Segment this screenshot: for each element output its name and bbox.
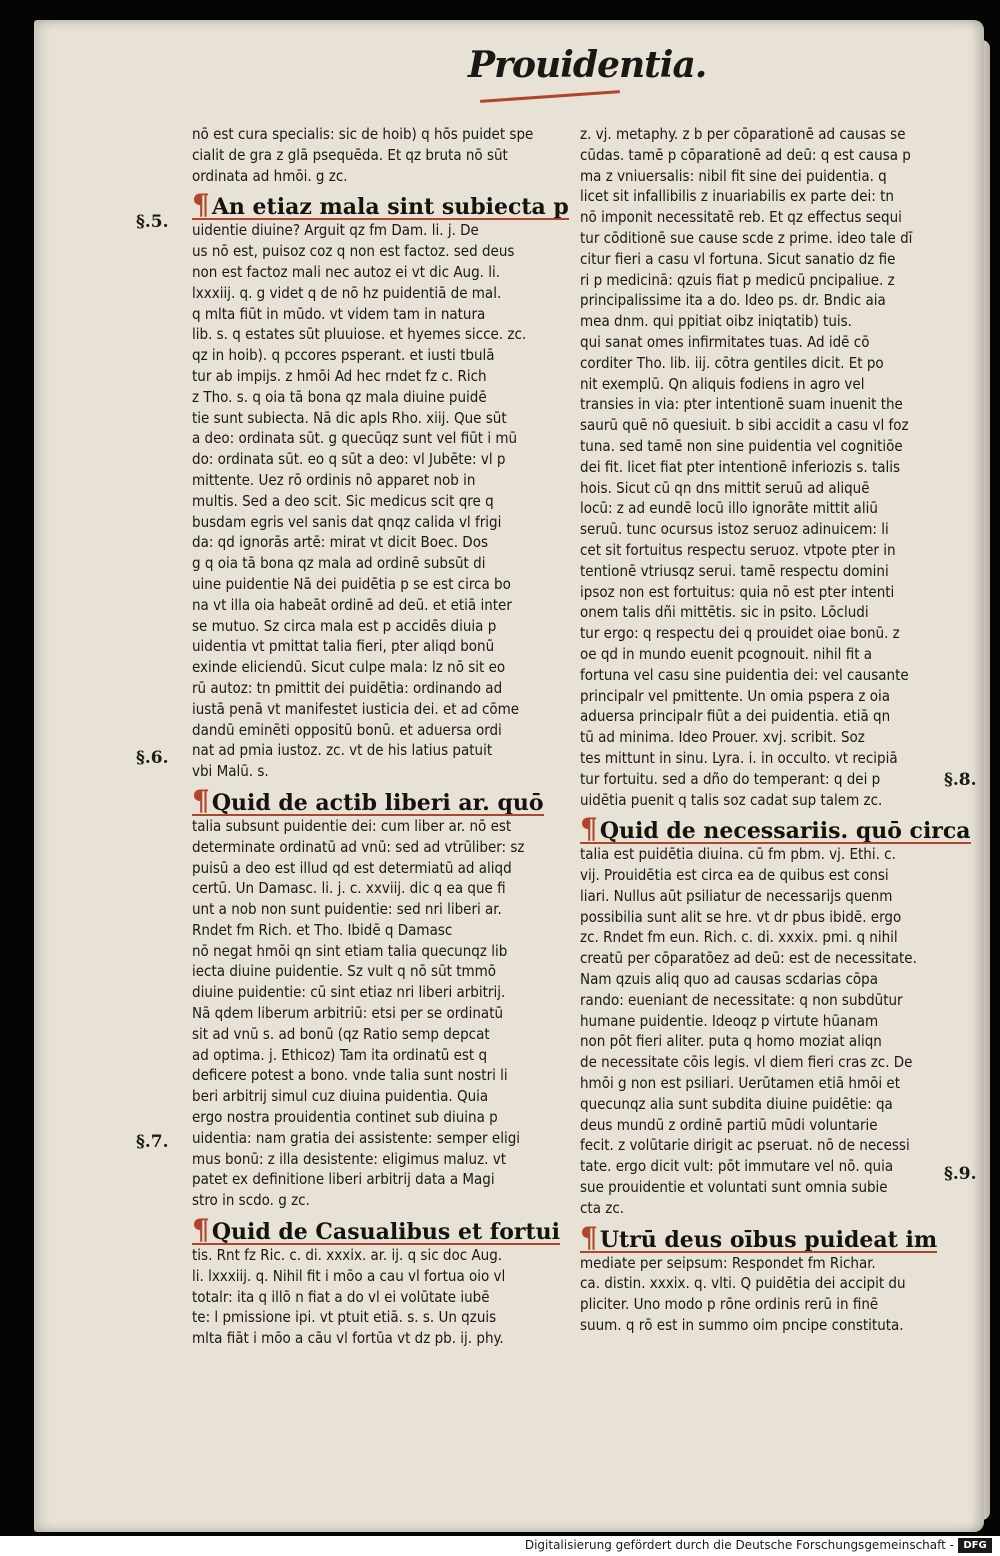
text-line: uidētia puenit q talis soz cadat sup talem zc. bbox=[580, 790, 883, 809]
text-line: ergo nostra prouidentia continet sub diuina p bbox=[192, 1108, 498, 1127]
right-column bbox=[580, 124, 971, 1336]
text-line: cet sit fortuitus respectu seruoz. vtpote pter in bbox=[580, 540, 896, 559]
text-line: iustā penā vt manifestet iusticia dei. et ad cōme bbox=[192, 699, 520, 718]
text-line: nō negat hmōi qn sint etiam talia quecunqz lib bbox=[192, 941, 508, 960]
text-line: multis. Sed a deo scit. Sic medicus scit qre q bbox=[192, 491, 494, 510]
text-line: non pōt fieri aliter. puta q homo moziat aliqn bbox=[580, 1032, 882, 1051]
text-line: licet sit infallibilis z inuariabilis ex parte dei: tn bbox=[580, 187, 894, 206]
text-line: nō est cura specialis: sic de hoib) q hōs puidet spe bbox=[192, 125, 534, 143]
text-line: fecit. z volūtarie dirigit ac pseruat. nō de necessi bbox=[580, 1136, 910, 1155]
text-line: non est factoz mali nec autoz ei vt dic Aug. li. bbox=[192, 262, 501, 281]
text-line: determinate ordinatū ad vnū: sed ad vtrūliber: sz bbox=[192, 837, 525, 856]
text-line: locū: z ad eundē locū illo ignorāte mittit aliū bbox=[580, 499, 878, 518]
text-line: rando: eueniant de necessitate: q non subdūtur bbox=[580, 990, 903, 1009]
text-line: saurū quē nō quesiuit. b sibi accidit a casu vl foz bbox=[580, 416, 909, 435]
dfg-logo: DFG bbox=[958, 1538, 992, 1553]
text-line: li. lxxxiij. q. Nihil fit i mōo a cau vl fortua oio vl bbox=[192, 1266, 506, 1285]
text-line: certū. Un Damasc. li. j. c. xxviij. dic q ea que fi bbox=[192, 879, 506, 898]
paragraph-mark-icon: ¶ bbox=[192, 1217, 210, 1246]
text-line: ma z vniuersalis: nibil fit sine dei puidentia. q bbox=[580, 166, 887, 185]
text-line: Rndet fm Rich. et Tho. Ibidē q Damasc bbox=[192, 920, 453, 939]
text-line: quecunqz alia sunt subdita diuine puidētie: qa bbox=[580, 1094, 893, 1113]
text-line: g q oia tā bona qz mala ad ordinē subsūt di bbox=[192, 554, 486, 573]
text-line: citur fieri a casu vl fortuna. Sicut sanatio dz fie bbox=[580, 249, 896, 268]
text-line: cialit de gra z glā psequēda. Et qz bruta nō sūt bbox=[192, 145, 508, 164]
text-line: sit ad vnū s. ad bonū (qz Ratio semp depcat bbox=[192, 1024, 490, 1043]
text-line: uidentia vt pmittat talia fieri, pter aliqd bonū bbox=[192, 637, 495, 656]
margin-marker: §.5. bbox=[136, 212, 169, 232]
section-heading bbox=[192, 192, 569, 220]
text-line: mediate per seipsum: Respondet fm Richar. bbox=[580, 1253, 876, 1272]
text-line: tur ab impijs. z hmōi Ad hec rndet fz c. Rich bbox=[192, 366, 487, 385]
text-line: iecta diuine puidentie. Sz vult q nō sūt tmmō bbox=[192, 962, 497, 981]
text-line: deficere potest a bono. vnde talia sunt nostri li bbox=[192, 1066, 508, 1085]
section-heading bbox=[192, 1217, 560, 1245]
section-heading bbox=[192, 788, 544, 816]
text-line: stro in scdo. g zc. bbox=[192, 1191, 310, 1210]
text-line: principalissime ita a do. Ideo ps. dr. Bndic aia bbox=[580, 291, 886, 310]
text-line: rū autoz: tn pmittit dei puidētia: ordinando ad bbox=[192, 678, 503, 697]
text-line: se mutuo. Sz circa mala est p accidēs diuia p bbox=[192, 616, 497, 635]
text-line: tur ergo: q respectu dei q prouidet oiae bonū. z bbox=[580, 624, 900, 643]
text-line: puisū a deo est illud qd est determiatū ad aliqd bbox=[192, 858, 512, 877]
text-line: diuine puidentie: cū sint etiaz nri liberi arbitrij. bbox=[192, 983, 506, 1002]
text-line: patet ex definitione liberi arbitrij data a Magi bbox=[192, 1170, 495, 1189]
margin-marker: §.8. bbox=[944, 770, 977, 790]
text-line: liari. Nullus aūt psiliatur de necessarijs quenm bbox=[580, 886, 893, 905]
text-line: sue prouidentie et voluntati sunt omnia subie bbox=[580, 1178, 888, 1197]
text-line: nat ad pmia iustoz. zc. vt de his latius patuit bbox=[192, 741, 493, 760]
footer-credit: Digitalisierung gefördert durch die Deutsche Forschungsgemeinschaft - bbox=[524, 1538, 954, 1552]
text-line: exinde eliciendū. Sicut culpe mala: lz nō sit eo bbox=[192, 658, 506, 677]
text-line: lib. s. q estates sūt pluuiose. et hyemes sicce. zc. bbox=[192, 325, 527, 344]
text-line: aduersa principalr fiūt a dei puidentia. etiā qn bbox=[580, 707, 891, 726]
text-line: principalr vel pmittente. Un omia pspera z oia bbox=[580, 686, 891, 705]
text-line: deus mundū z ordinē partiū mūdi voluntarie bbox=[580, 1115, 878, 1134]
text-line: ipsoz non est fortuitus: quia nō est pter intenti bbox=[580, 582, 895, 601]
text-line: lxxxiij. q. g videt q de nō hz puidentiā de mal. bbox=[192, 283, 502, 302]
paragraph-mark-icon: ¶ bbox=[192, 192, 210, 221]
text-line: transies in via: pter intentionē suam inuenit the bbox=[580, 395, 903, 414]
text-line: qui sanat omes infirmitates tuas. Ad idē cō bbox=[580, 332, 870, 351]
text-line: tentionē vtriusqz serui. tamē respectu domini bbox=[580, 561, 889, 580]
text-line: mea dnm. qui ppitiat oibz iniqtatib) tuis. bbox=[580, 312, 852, 331]
text-line: uine puidentie Nā dei puidētia p se est circa bo bbox=[192, 574, 511, 593]
text-line: us nō est, puisoz coz q non est factoz. sed deus bbox=[192, 242, 515, 261]
text-line: uidentia: nam gratia dei assistente: semper eligi bbox=[192, 1128, 521, 1147]
text-line: Nā qdem liberum arbitriū: etsi per se ordinatū bbox=[192, 1004, 504, 1023]
text-line: z. vj. metaphy. z b per cōparationē ad causas se bbox=[580, 125, 906, 143]
text-line: talia subsunt puidentie dei: cum liber ar. nō est bbox=[192, 816, 512, 835]
text-line: q mlta fiūt in mūdo. vt videm tam in natura bbox=[192, 304, 486, 323]
text-line: totalr: ita q illō n fiat a do vl ei volūtate iubē bbox=[192, 1287, 490, 1306]
section-heading-text: Quid de actib liberi ar. quō bbox=[211, 789, 544, 816]
text-line: oe qd in mundo euenit pcognouit. nihil fit a bbox=[580, 644, 873, 663]
text-line: hois. Sicut cū qn dns mittit seruū ad aliquē bbox=[580, 478, 870, 497]
section-heading-text: Quid de Casualibus et fortui bbox=[211, 1219, 561, 1246]
text-line: hmōi g non est psiliari. Uerūtamen etiā hmōi et bbox=[580, 1074, 901, 1093]
text-line: zc. Rndet fm eun. Rich. c. di. xxxix. pmi. q nihil bbox=[580, 928, 898, 947]
section-heading-text: Quid de necessariis. quō circa bbox=[599, 818, 971, 845]
text-line: te: l pmissione ipi. vt ptuit etiā. s. s. Un qzuis bbox=[192, 1308, 497, 1327]
text-line: busdam egris vel sanis dat qnqz calida vl frigi bbox=[192, 512, 502, 531]
text-line: cta zc. bbox=[580, 1198, 625, 1217]
text-line: onem talis dñi mittētis. sic in psito. Lōcludi bbox=[580, 603, 869, 622]
paragraph-mark-icon: ¶ bbox=[192, 787, 210, 816]
text-line: nit exemplū. Qn aliquis fodiens in agro vel bbox=[580, 374, 865, 393]
text-line: tur cōditionē sue cause scde z prime. ideo tale dī bbox=[580, 228, 913, 247]
text-line: uidentie diuine? Arguit qz fm Dam. li. j. De bbox=[192, 221, 479, 240]
text-line: mlta fiāt i mōo a cāu vl fortūa vt dz pb. ij. phy. bbox=[192, 1329, 504, 1348]
text-line: a deo: ordinata sūt. g quecūqz sunt vel fiūt i mū bbox=[192, 429, 518, 448]
text-line: talia est puidētia diuina. cū fm pbm. vj. Ethi. c. bbox=[580, 845, 896, 864]
running-head: Prouidentia. bbox=[468, 44, 707, 86]
text-line: ordinata ad hmōi. g zc. bbox=[192, 166, 348, 185]
text-line: ad optima. j. Ethicoz) Tam ita ordinatū est q bbox=[192, 1045, 488, 1064]
section-heading-text: Utrū deus oībus puideat im bbox=[599, 1226, 938, 1253]
text-line: beri arbitrij simul cuz diuina puidentia. Quia bbox=[192, 1087, 489, 1106]
text-line: tur fortuitu. sed a dño do temperant: q dei p bbox=[580, 769, 881, 788]
text-line: tū ad minima. Ideo Prouer. xvj. scribit. Soz bbox=[580, 728, 865, 747]
text-line: mus bonū: z illa desistente: eligimus maluz. vt bbox=[192, 1149, 507, 1168]
text-line: tuna. sed tamē non sine puidentia vel cognitiōe bbox=[580, 436, 903, 455]
text-line: da: qd ignorās artē: mirat vt dicit Boec. Dos bbox=[192, 533, 488, 552]
margin-marker: §.9. bbox=[944, 1164, 977, 1184]
section-heading bbox=[580, 1225, 937, 1253]
text-line: seruū. tunc ocursus istoz seruoz adinuicem: li bbox=[580, 520, 889, 539]
text-line: creatū per cōparatōez ad deū: est de necessitate. bbox=[580, 949, 917, 968]
text-line: mittente. Uez rō ordinis nō apparet nob in bbox=[192, 470, 476, 489]
text-line: tate. ergo dicit vult: pōt immutare vel nō. quia bbox=[580, 1157, 894, 1176]
text-line: cūdas. tamē p cōparationē ad deū: q est causa p bbox=[580, 145, 911, 164]
text-line: humane puidentie. Ideoqz p virtute hūanam bbox=[580, 1011, 879, 1030]
text-line: fortuna vel casu sine puidentia dei: vel causante bbox=[580, 665, 909, 684]
text-line: tie sunt subiecta. Nā dic apls Rho. xiij. Que sūt bbox=[192, 408, 507, 427]
text-line: z Tho. s. q oia tā bona qz mala diuine puidē bbox=[192, 387, 487, 406]
paragraph-mark-icon: ¶ bbox=[580, 816, 598, 845]
text-line: dandū eminēti oppositū bonū. et aduersa ordi bbox=[192, 720, 502, 739]
text-line: corditer Tho. lib. iij. cōtra gentiles dicit. Et po bbox=[580, 353, 884, 372]
text-line: pliciter. Uno modo p rōne ordinis rerū in finē bbox=[580, 1295, 879, 1314]
text-line: vij. Prouidētia est circa ea de quibus est consi bbox=[580, 866, 889, 885]
margin-marker: §.7. bbox=[136, 1132, 169, 1152]
text-line: de necessitate cōis legis. vl diem fieri cras zc. De bbox=[580, 1053, 913, 1072]
text-line: qz in hoib). q pccores psperant. et iusti tbulā bbox=[192, 346, 495, 365]
text-line: dei fit. licet fiat pter intentionē inferiozis s. talis bbox=[580, 457, 901, 476]
text-line: nō imponit necessitatē reb. Et qz effectus sequi bbox=[580, 208, 902, 227]
text-line: unt a nob non sunt puidentie: sed nri liberi ar. bbox=[192, 900, 502, 919]
text-line: na vt illa oia habeāt ordinē ad deū. et etiā inter bbox=[192, 595, 512, 614]
text-line: tes mittunt in sinu. Lyra. i. in occulto. vt recipiā bbox=[580, 748, 898, 767]
left-column bbox=[192, 124, 569, 1349]
text-line: vbi Malū. s. bbox=[192, 762, 269, 781]
text-line: Nam qzuis aliq quo ad causas scdarias cōpa bbox=[580, 970, 879, 989]
margin-marker: §.6. bbox=[136, 748, 169, 768]
section-heading-text: An etiaz mala sint subiecta p bbox=[211, 194, 569, 221]
text-line: do: ordinata sūt. eo q sūt a deo: vl Jubēte: vl p bbox=[192, 450, 506, 469]
text-line: tis. Rnt fz Ric. c. di. xxxix. ar. ij. q sic doc Aug. bbox=[192, 1246, 503, 1265]
paragraph-mark-icon: ¶ bbox=[580, 1224, 598, 1253]
text-line: ca. distin. xxxix. q. vlti. Q puidētia dei accipit du bbox=[580, 1274, 906, 1293]
text-line: suum. q rō est in summo oim pncipe constituta. bbox=[580, 1316, 904, 1335]
text-line: possibilia sunt alit se hre. vt dr pbus ibidē. ergo bbox=[580, 907, 902, 926]
text-line: ri p medicinā: qzuis fiat p medicū pncipaliue. z bbox=[580, 270, 895, 289]
section-heading bbox=[580, 816, 971, 844]
